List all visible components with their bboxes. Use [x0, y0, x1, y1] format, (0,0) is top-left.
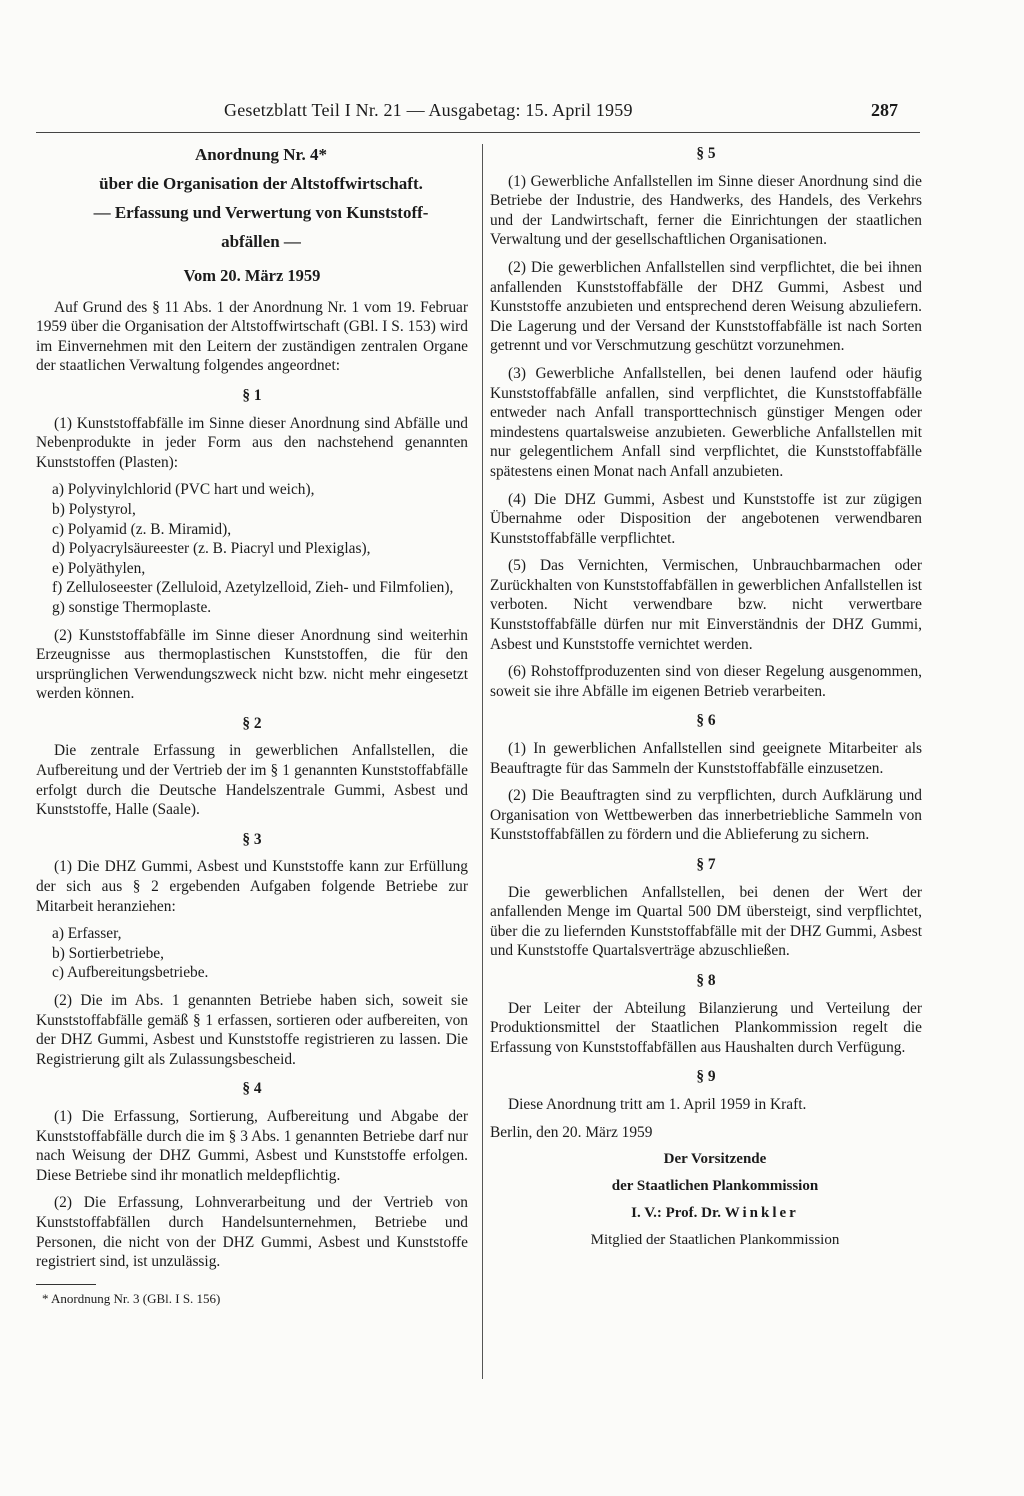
list-item: d) Polyacrylsäureester (z. B. Piacryl und Plexiglas),: [52, 540, 371, 558]
place-and-date: Berlin, den 20. März 1959: [490, 1123, 653, 1141]
heading-line: abfällen —: [221, 232, 301, 251]
gazette-title: Gesetzblatt Teil I Nr. 21 — Ausgabetag: 15. April 1959: [224, 100, 633, 120]
document-heading: [36, 144, 468, 252]
list-item: a) Erfasser,: [52, 925, 122, 943]
list-item: c) Polyamid (z. B. Miramid),: [52, 520, 232, 538]
section-title: § 8: [696, 971, 716, 989]
paragraph: (1) Kunststoffabfälle im Sinne dieser Anordnung sind Abfälle und Nebenprodukte in jeder Form aus den nachstehend genannten Kunststoffen (Plasten):: [36, 414, 468, 471]
heading-line: — Erfassung und Verwertung von Kunststoff-: [93, 203, 429, 222]
paragraph: (2) Die Erfassung, Lohnverarbeitung und der Vertrieb von Kunststoffabfällen durch Handelsunternehmen, Betriebe und Personen, die nicht von der DHZ Gummi, Asbest und Kunststoffe registriert sind, ist unzulässig.: [36, 1194, 468, 1271]
section-title: § 5: [696, 145, 716, 162]
business-list: [36, 924, 468, 983]
signature-title: Der Vorsitzende: [663, 1151, 767, 1168]
paragraph: (4) Die DHZ Gummi, Asbest und Kunststoffe ist zur zügigen Übernahme oder Disposition der angebotenen verwendbaren Kunststoffabfälle verpflichtet.: [490, 490, 922, 547]
section-title: § 6: [696, 712, 716, 730]
list-item: c) Aufbereitungsbetriebe.: [52, 964, 209, 982]
column-divider: [482, 144, 483, 1379]
paragraph: (2) Die Beauftragten sind zu verpflichten, durch Aufklärung und Organisation von Wettbewerben das innerbetriebliche Sammeln von Kunststoffabfällen zu fördern und die Ablieferung zu sichern.: [490, 787, 922, 844]
list-item: f) Zelluloseester (Zelluloid, Azetylzelloid, Zieh- und Filmfolien),: [52, 579, 454, 597]
signatory-name: Winkler: [724, 1205, 799, 1222]
section-title: § 1: [242, 386, 262, 404]
signature-organization: der Staatlichen Plankommission: [611, 1178, 819, 1195]
list-item: b) Sortierbetriebe,: [52, 944, 164, 962]
paragraph: (2) Die im Abs. 1 genannten Betriebe haben sich, soweit sie Kunststoffabfälle gemäß § 1 erfassen, sortieren oder aufbereiten, von der DHZ Gummi, Asbest und Kunststoffe registrieren zu lassen. Die Registrierung gilt als Zulassungsbescheid.: [36, 992, 468, 1068]
paragraph: (1) Gewerbliche Anfallstellen im Sinne dieser Anordnung sind die Betriebe der Industrie, des Handwerks, des Handels, des Verkehrs und der Landwirtschaft, ferner die Einrichtungen der staatlichen Verwaltung und der gesellschaftlichen Organisationen.: [490, 172, 922, 249]
list-item: g) sonstige Thermoplaste.: [52, 598, 212, 616]
section-title: § 3: [242, 830, 262, 848]
section-title: § 7: [696, 856, 716, 873]
section-title: § 4: [242, 1080, 262, 1098]
paragraph: (1) Die DHZ Gummi, Asbest und Kunststoffe kann zur Erfüllung der sich aus § 2 ergebenden Aufgaben folgende Betriebe zur Mitarbeit heranziehen:: [36, 858, 468, 915]
paragraph: (5) Das Vernichten, Vermischen, Unbrauchbarmachen oder Zurückhalten von Kunststoffabfällen in gewerblichen Anfallstellen ist verboten. Nicht verwendbare bzw. nicht verwertbare Kunststoffabfälle dürfen nur mit Einverständnis der DHZ Gummi, Asbest und Kunststoffe vernichtet werden.: [490, 557, 922, 653]
heading-line: über die Organisation der Altstoffwirtschaft.: [99, 174, 423, 193]
preamble: Auf Grund des § 11 Abs. 1 der Anordnung Nr. 1 vom 19. Februar 1959 über die Organisation der Altstoffwirtschaft (GBl. I S. 153) wird im Einvernehmen mit den Leitern der zuständigen zentralen Organe der staatlichen Verwaltung folgendes angeordnet:: [36, 298, 468, 375]
right-column: [490, 144, 922, 1258]
section-title: § 9: [696, 1068, 716, 1086]
left-column: [36, 144, 468, 1307]
list-item: e) Polyäthylen,: [52, 559, 146, 577]
paragraph: (1) In gewerblichen Anfallstellen sind geeignete Mitarbeiter als Beauftragte für das Sammeln der Kunststoffabfälle einzusetzen.: [490, 740, 922, 777]
section-title: § 2: [242, 714, 262, 732]
list-item: b) Polystyrol,: [52, 500, 136, 518]
header-rule: [36, 132, 920, 133]
signatory-prefix: I. V.: Prof. Dr.: [631, 1205, 725, 1222]
plastics-list: [36, 480, 468, 617]
paragraph: Die zentrale Erfassung in gewerblichen Anfallstellen, die Aufbereitung und der Vertrieb der im § 1 genannten Kunststoffabfälle erfolgt durch die Deutsche Handelszentrale Gummi, Asbest und Kunststoffe, Halle (Saale).: [36, 742, 468, 819]
page-header: [224, 100, 898, 128]
paragraph: Diese Anordnung tritt am 1. April 1959 in Kraft.: [508, 1095, 807, 1113]
paragraph: (6) Rohstoffproduzenten sind von dieser Regelung ausgenommen, soweit sie ihre Abfälle im eigenen Betrieb verarbeiten.: [490, 663, 922, 700]
document-date: Vom 20. März 1959: [183, 266, 321, 285]
paragraph: Der Leiter der Abteilung Bilanzierung und Verteilung der Produktionsmittel der Staatlichen Plankommission regelt die Erfassung von Kunststoffabfällen aus Haushalten durch Verfügung.: [490, 999, 922, 1056]
paragraph: (1) Die Erfassung, Sortierung, Aufbereitung und Abgabe der Kunststoffabfälle durch die im § 3 Abs. 1 genannten Betriebe darf nur nach Weisung der DHZ Gummi, Asbest und Kunststoffe erfolgen. Diese Betriebe sind ihr monatlich meldepflichtig.: [36, 1107, 468, 1184]
heading-line: Anordnung Nr. 4*: [194, 145, 328, 164]
signatory-role: Mitglied der Staatlichen Plankommission: [590, 1232, 840, 1249]
paragraph: (2) Die gewerblichen Anfallstellen sind verpflichtet, die bei ihnen anfallenden Kunststoffabfälle der DHZ Gummi, Asbest und Kunststoffe anzubieten und entsprechend deren Weisung abzuliefern. Die Lagerung und der Versand der Kunststoffabfälle ist nach Sorten getrennt und vor Verschmutzung geschützt vorzunehmen.: [490, 258, 922, 355]
list-item: a) Polyvinylchlorid (PVC hart und weich),: [52, 481, 315, 499]
paragraph: (2) Kunststoffabfälle im Sinne dieser Anordnung sind weiterhin Erzeugnisse aus thermoplastischen Kunststoffen, die für den ursprünglichen Verwendungszweck nicht bzw. nicht mehr eingesetzt werden können.: [36, 626, 468, 703]
paragraph: Die gewerblichen Anfallstellen, bei denen der Wert der anfallenden Menge im Quartal 500 DM übersteigt, sind verpflichtet, über die zu liefernden Kunststoffabfälle mit der DHZ Gummi, Asbest und Kunststoffe Quartalsverträge abzuschließen.: [490, 883, 922, 960]
footnote: * Anordnung Nr. 3 (GBl. I S. 156): [42, 1290, 221, 1306]
signatory: [490, 1204, 922, 1223]
paragraph: (3) Gewerbliche Anfallstellen, bei denen laufend oder häufig Kunststoffabfälle anfallen, sind verpflichtet, die Kunststoffabfälle entweder nach Anfall transporttechnisch günstiger Mengen oder mindestens quartalsweise anzubieten. Gewerbliche Anfallstellen mit nur gelegentlichem Anfall sind verpflichtet, die Kunststoffabfälle spätestens einen Monat nach Anfall anzubieten.: [490, 364, 922, 480]
footnote-rule: [36, 1284, 96, 1285]
page-number: 287: [871, 100, 898, 120]
